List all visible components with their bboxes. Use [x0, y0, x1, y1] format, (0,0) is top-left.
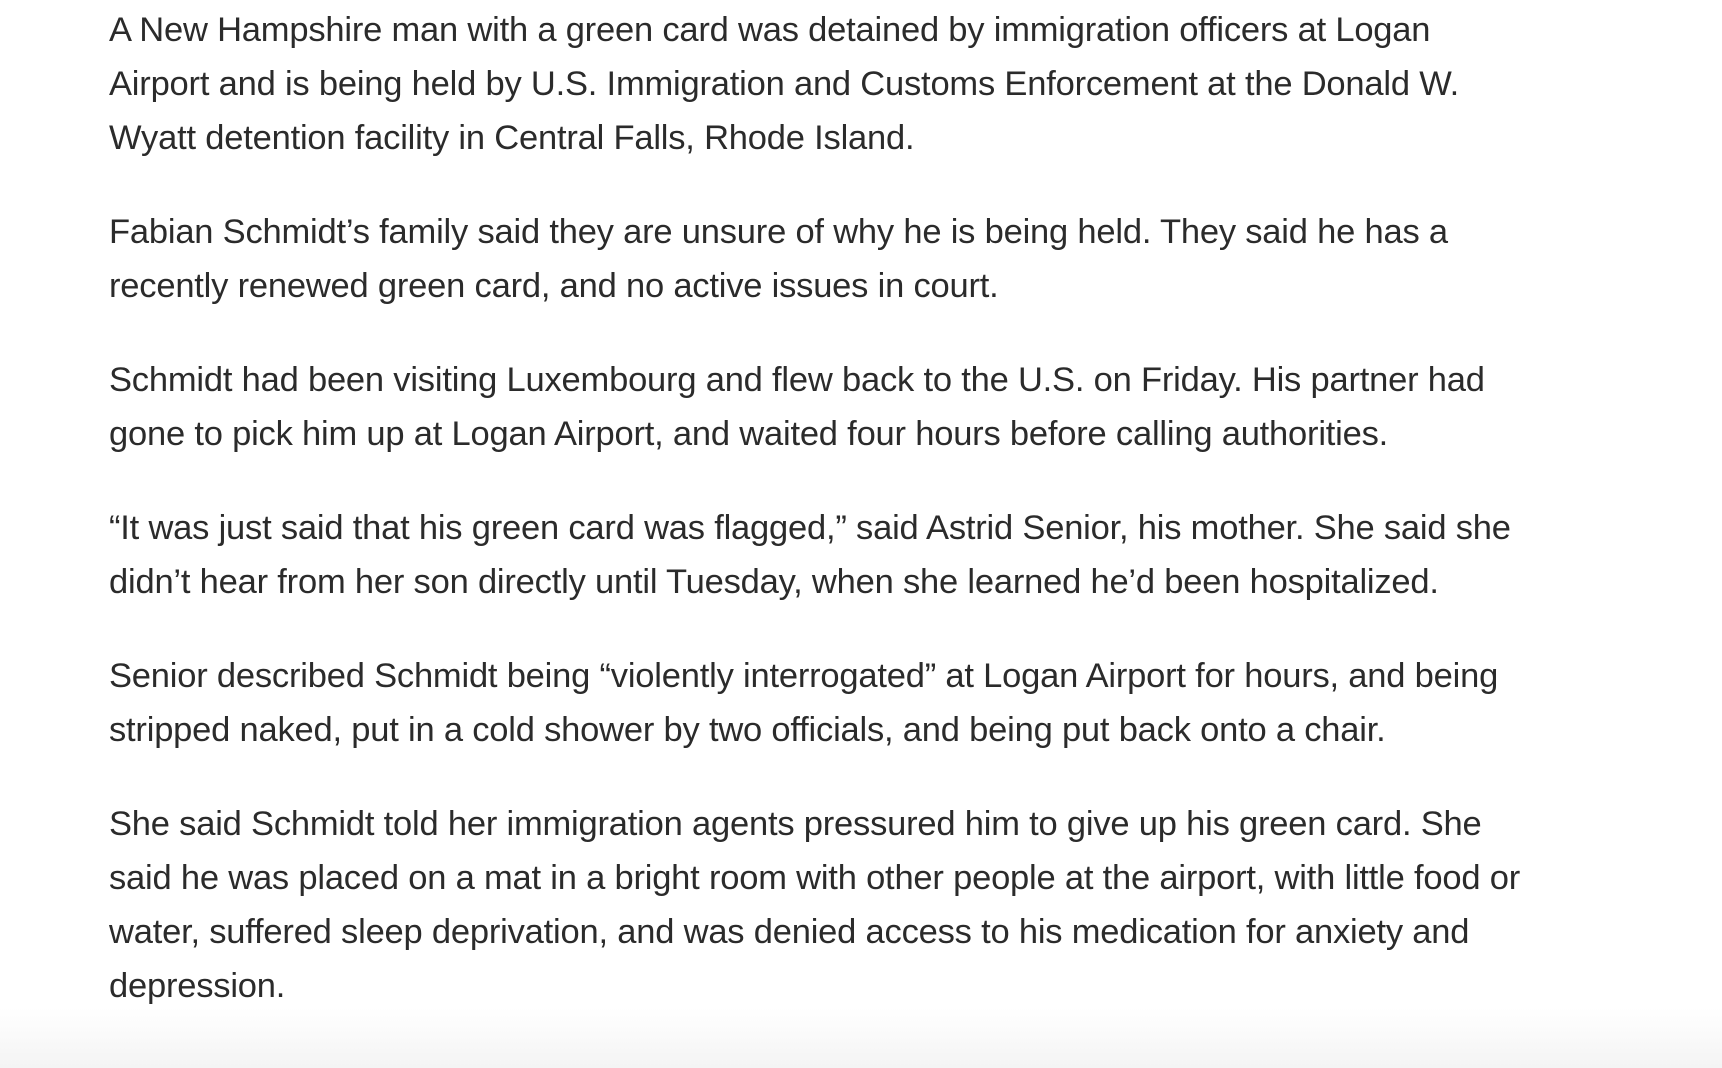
- article-paragraph-5: Senior described Schmidt being “violently interrogated” at Logan Airport for hours, and being stripped naked, put in a cold shower by two officials, and being put back onto a chair.: [109, 657, 1499, 749]
- article-body: [109, 0, 1529, 1053]
- article-paragraph-1: A New Hampshire man with a green card was detained by immigration officers at Logan Airport and is being held by U.S. Immigration and Customs Enforcement at the Donald W. Wyatt detention facility in Central Falls, Rhode Island.: [109, 11, 1460, 157]
- article-paragraph-6: She said Schmidt told her immigration agents pressured him to give up his green card. She said he was placed on a mat in a bright room with other people at the airport, with little food or water, suffered sleep deprivation, and was denied access to his medication for anxiety and depression.: [109, 805, 1521, 1005]
- article-paragraph-3: Schmidt had been visiting Luxembourg and flew back to the U.S. on Friday. His partner had gone to pick him up at Logan Airport, and waited four hours before calling authorities.: [109, 361, 1485, 453]
- article-paragraph-2: Fabian Schmidt’s family said they are unsure of why he is being held. They said he has a recently renewed green card, and no active issues in court.: [109, 213, 1448, 305]
- article-paragraph-4: “It was just said that his green card was flagged,” said Astrid Senior, his mother. She said she didn’t hear from her son directly until Tuesday, when she learned he’d been hospitalized.: [109, 509, 1511, 601]
